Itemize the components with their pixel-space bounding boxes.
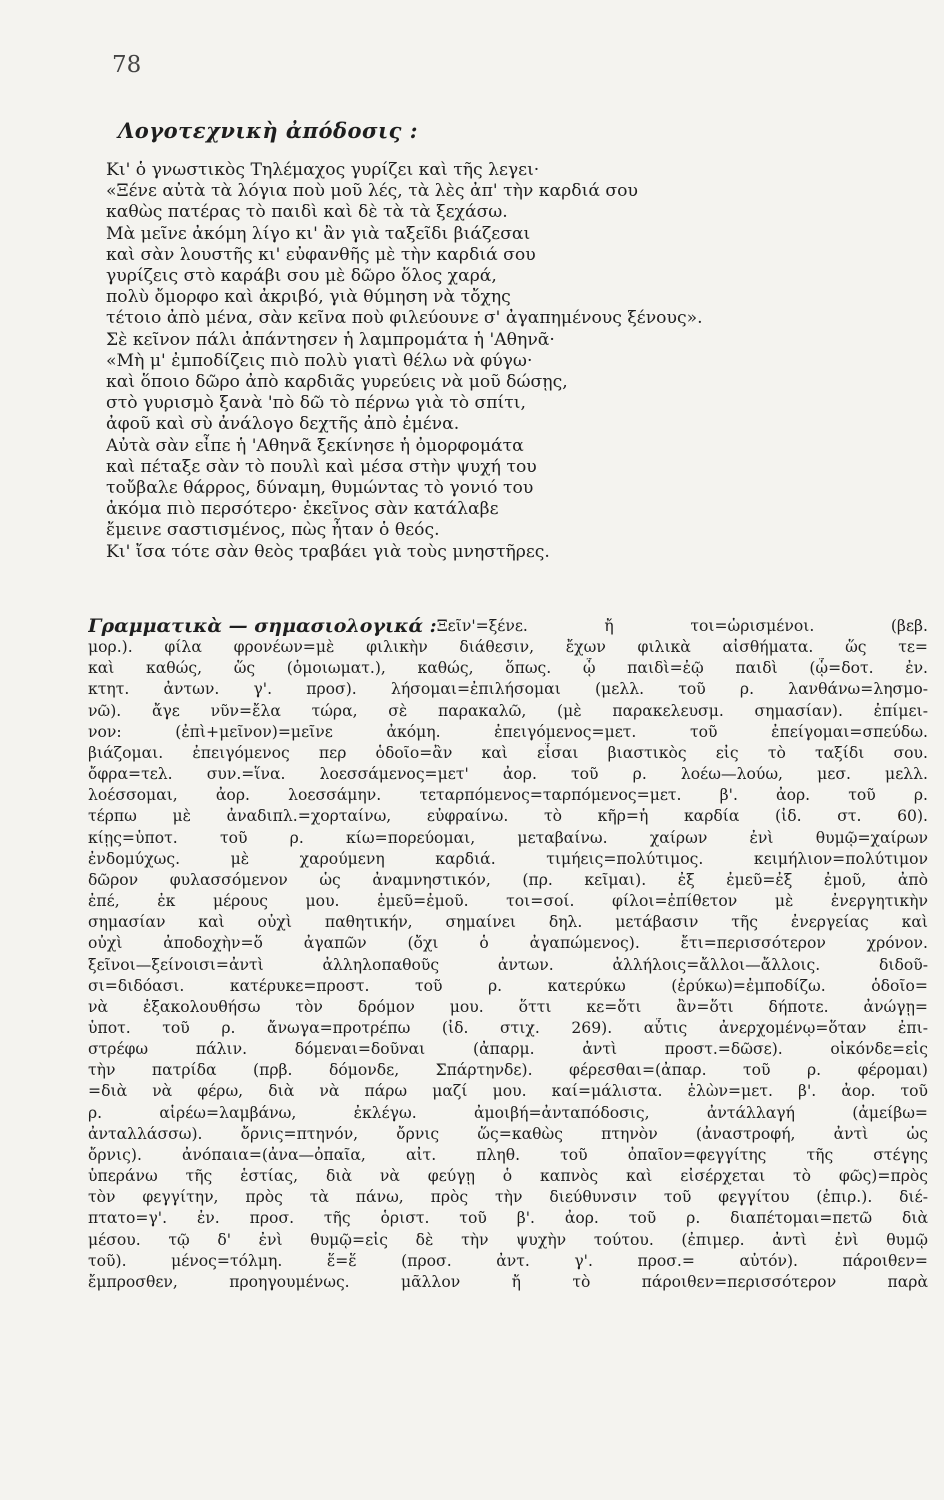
poem-line: Κι' ὁ γνωστικὸς Τηλέμαχος γυρίζει καὶ τῆς λεγει· xyxy=(106,160,540,180)
poem-line: ἀφοῦ καὶ σὺ ἀνάλογο δεχτῆς ἀπὸ ἐμένα. xyxy=(106,414,460,435)
gloss-line: πτατο=γ'. ἐν. προσ. τῆς ὁριστ. τοῦ β'. ἀορ. τοῦ ρ. διαπέτομαι=πετῶ διὰ xyxy=(88,1209,928,1228)
gloss-line: ὑπεράνω τῆς ἑστίας, διὰ νὰ φεύγῃ ὁ καπνὸς καὶ εἰσέρχεται τὸ φῶς)=πρὸς xyxy=(88,1167,928,1186)
gloss-line: ἐπέ, ἐκ μέρους μου. ἐμεῦ=ἐμοῦ. τοι=σοί. φίλοι=ἐπίθετον μὲ ἐνεργητικὴν xyxy=(88,892,928,911)
gloss-line: βιάζομαι. ἐπειγόμενος περ ὁδοῖο=ἂν καὶ εἶσαι βιαστικὸς εἰς τὸ ταξίδι σου. xyxy=(88,743,928,762)
gloss-line: ὄφρα=τελ. συν.=ἵνα. λοεσσάμενος=μετ' ἀορ. τοῦ ρ. λοέω—λούω, μεσ. μελλ. xyxy=(88,765,928,784)
gloss-line: ὑποτ. τοῦ ρ. ἄνωγα=προτρέπω (ἰδ. στιχ. 269). αὖτις ἀνερχομένῳ=ὅταν ἐπι- xyxy=(88,1018,928,1037)
gloss-line: λοέσσομαι, ἀορ. λοεσσάμην. τεταρπόμενος=ταρπόμενος=μετ. β'. ἀορ. τοῦ ρ. xyxy=(88,786,928,805)
page-number: 78 xyxy=(112,52,142,78)
gloss-line: κίῃς=ὑποτ. τοῦ ρ. κίω=πορεύομαι, μεταβαίνω. χαίρων ἐνὶ θυμῷ=χαίρων xyxy=(88,828,928,847)
poem-line: Σὲ κεῖνον πάλι ἀπάντησεν ἡ λαμπρομάτα ἡ 'Αθηνᾶ· xyxy=(106,329,555,350)
gloss-line: καὶ καθώς, ὥς (ὁμοιωματ.), καθώς, ὅπως. ᾧ παιδὶ=ἐῷ παιδὶ (ᾧ=δοτ. ἐν. xyxy=(88,659,928,678)
poem-line: καὶ πέταξε σὰν τὸ πουλὶ καὶ μέσα στὴν ψυχή του xyxy=(106,456,537,477)
poem-line: καθὼς πατέρας τὸ παιδὶ καὶ δὲ τὰ τὰ ξεχάσω. xyxy=(106,202,508,223)
gloss-line: σι=διδόασι. κατέρυκε=προστ. τοῦ ρ. κατερύκω (ἐρύκω)=ἐμποδίζω. ὁδοῖο= xyxy=(88,976,928,995)
poem-line: πολὺ ὄμορφο καὶ ἀκριβό, γιὰ θύμηση νὰ τὄχης xyxy=(106,287,511,308)
poem-line: Αὐτὰ σὰν εἶπε ἡ 'Αθηνᾶ ξεκίνησε ἡ ὀμορφομάτα xyxy=(106,435,524,456)
gloss-first-line xyxy=(88,616,928,637)
gloss-line: ξεῖνοι—ξείνοισι=ἀντὶ ἀλληλοπαθοῦς ἀντων. ἀλλήλοις=ἄλλοι—ἄλλοις. διδοῦ- xyxy=(88,955,928,974)
gloss-line: τέρπω μὲ ἀναδιπλ.=χορταίνω, εὐφραίνω. τὸ κῆρ=ἡ καρδία (ἰδ. στ. 60). xyxy=(88,807,928,826)
poem-line: γυρίζεις στὸ καράβι σου μὲ δῶρο ὅλος χαρά, xyxy=(106,266,497,287)
gloss-line: ἐνδομύχως. μὲ χαρούμενη καρδιά. τιμήεις=πολύτιμος. κειμήλιον=πολύτιμον xyxy=(88,849,928,868)
gloss-line: στρέφω πάλιν. δόμεναι=δοῦναι (ἀπαρμ. ἀντὶ προστ.=δῶσε). οἰκόνδε=εἰς xyxy=(88,1040,928,1059)
section-heading-literary-rendering: Λογοτεχνικὴ ἀπόδοσις : xyxy=(118,118,418,143)
gloss-line: μορ.). φίλα φρονέων=μὲ φιλικὴν διάθεσιν, ἔχων φιλικὰ αἰσθήματα. ὥς τε= xyxy=(88,638,928,657)
gloss-line: νὰ ἐξακολουθήσω τὸν δρόμον μου. ὅττι κε=ὅτι ἂν=ὅτι δήποτε. ἀνώγῃ= xyxy=(88,997,928,1016)
gloss-line: τὴν πατρίδα (πρβ. δόμονδε, Σπάρτηνδε). φέρεσθαι=(ἀπαρ. τοῦ ρ. φέρομαι) xyxy=(88,1061,928,1080)
gloss-line: ἀνταλλάσσω). ὄρνις=πτηνόν, ὄρνις ὥς=καθὼς πτηνὸν (ἀναστροφή, ἀντὶ ὡς xyxy=(88,1124,928,1143)
gloss-line: τὸν φεγγίτην, πρὸς τὰ πάνω, πρὸς τὴν διεύθυνσιν τοῦ φεγγίτου (ἐπιρ.). διέ- xyxy=(88,1188,928,1207)
poem-line: καὶ σὰν λουστῆς κι' εὐφανθῆς μὲ τὴν καρδιά σου xyxy=(106,244,536,265)
gloss-first-line-text: Ξεῖν'=ξένε. ἤ τοι=ὡρισμένοι. (βεβ. xyxy=(436,617,928,635)
grammar-semantic-notes xyxy=(88,616,928,1293)
poem-line: στὸ γυρισμὸ ξανὰ 'πὸ δῶ τὸ πέρνω γιὰ τὸ σπίτι, xyxy=(106,393,527,414)
poem-translation xyxy=(106,160,906,563)
gloss-line: σημασίαν καὶ οὐχὶ παθητικήν, σημαίνει δηλ. μετάβασιν τῆς ἐνεργείας καὶ xyxy=(88,913,928,932)
poem-line: τέτοιο ἀπὸ μένα, σὰν κεῖνα ποὺ φιλεύουνε σ' ἀγαπημένους ξένους». xyxy=(106,308,703,329)
gloss-line: τοῦ). μένος=τόλμη. ἕ=ἕ (προσ. ἀντ. γ'. προσ.= αὐτόν). πάροιθεν= xyxy=(88,1251,928,1270)
poem-line: «Ξένε αὐτὰ τὰ λόγια ποὺ μοῦ λές, τὰ λὲς ἀπ' τὴν καρδιά σου xyxy=(106,181,638,202)
gloss-line: νον: (ἐπὶ+μεῖνον)=μεῖνε ἀκόμη. ἐπειγόμενος=μετ. τοῦ ἐπείγομαι=σπεύδω. xyxy=(88,722,928,741)
gloss-line: νῶ). ἄγε νῦν=ἔλα τώρα, σὲ παρακαλῶ, (μὲ παρακελευσμ. σημασίαν). ἐπίμει- xyxy=(88,701,928,720)
gloss-line: ὄρνις). ἀνόπαια=(ἀνα—ὀπαῖα, αἰτ. πληθ. τοῦ ὀπαῖον=φεγγίτης τῆς στέγης xyxy=(88,1145,928,1164)
gloss-section-title: Γραμματικὰ — σημασιολογικά : xyxy=(88,616,437,637)
poem-line: ἔμεινε σαστισμένος, πὼς ἦταν ὁ θεός. xyxy=(106,520,440,541)
poem-line: Κι' ἴσα τότε σὰν θεὸς τραβάει γιὰ τοὺς μνηστῆρες. xyxy=(106,541,550,562)
gloss-line: κτητ. ἀντων. γ'. προσ). λήσομαι=ἐπιλήσομαι (μελλ. τοῦ ρ. λανθάνω=λησμο- xyxy=(88,680,928,699)
poem-line: καὶ ὅποιο δῶρο ἀπὸ καρδιᾶς γυρεύεις νὰ μοῦ δώσῃς, xyxy=(106,372,568,393)
poem-line: ἀκόμα πιὸ περσότερο· ἐκεῖνος σὰν κατάλαβε xyxy=(106,499,499,520)
poem-line: Μὰ μεῖνε ἀκόμη λίγο κι' ἂν γιὰ ταξεῖδι βιάζεσαι xyxy=(106,223,531,244)
poem-line: τοὔβαλε θάρρος, δύναμη, θυμώντας τὸ γονιό του xyxy=(106,478,534,499)
gloss-line: ρ. αἱρέω=λαμβάνω, ἐκλέγω. ἀμοιβή=ἀνταπόδοσις, ἀντάλλαγή (ἀμείβω= xyxy=(88,1103,928,1122)
gloss-line: ἔμπροσθεν, προηγουμένως. μᾶλλον ἤ τὸ πάροιθεν=περισσότερον παρὰ xyxy=(88,1272,928,1291)
gloss-line: οὐχὶ ἀποδοχὴν=ὅ ἀγαπῶν (ὄχι ὁ ἀγαπώμενος). ἔτι=περισσότερον χρόνον. xyxy=(88,934,928,953)
gloss-line: δῶρον φυλασσόμενον ὡς ἀναμνηστικόν, (πρ. κεῖμαι). ἐξ ἐμεῦ=ἐξ ἐμοῦ, ἀπὸ xyxy=(88,870,928,889)
gloss-lines xyxy=(88,637,928,1293)
gloss-line: μέσου. τῷ δ' ἐνὶ θυμῷ=εἰς δὲ τὴν ψυχὴν τούτου. (ἐπιμερ. ἀντὶ ἐνὶ θυμῷ xyxy=(88,1230,928,1249)
poem-line: «Μὴ μ' ἐμποδίζεις πιὸ πολὺ γιατὶ θέλω νὰ φύγω· xyxy=(106,350,533,371)
gloss-line: =διὰ νὰ φέρω, διὰ νὰ πάρω μαζί μου. καί=μάλιστα. ἑλὼν=μετ. β'. ἀορ. τοῦ xyxy=(88,1082,928,1101)
